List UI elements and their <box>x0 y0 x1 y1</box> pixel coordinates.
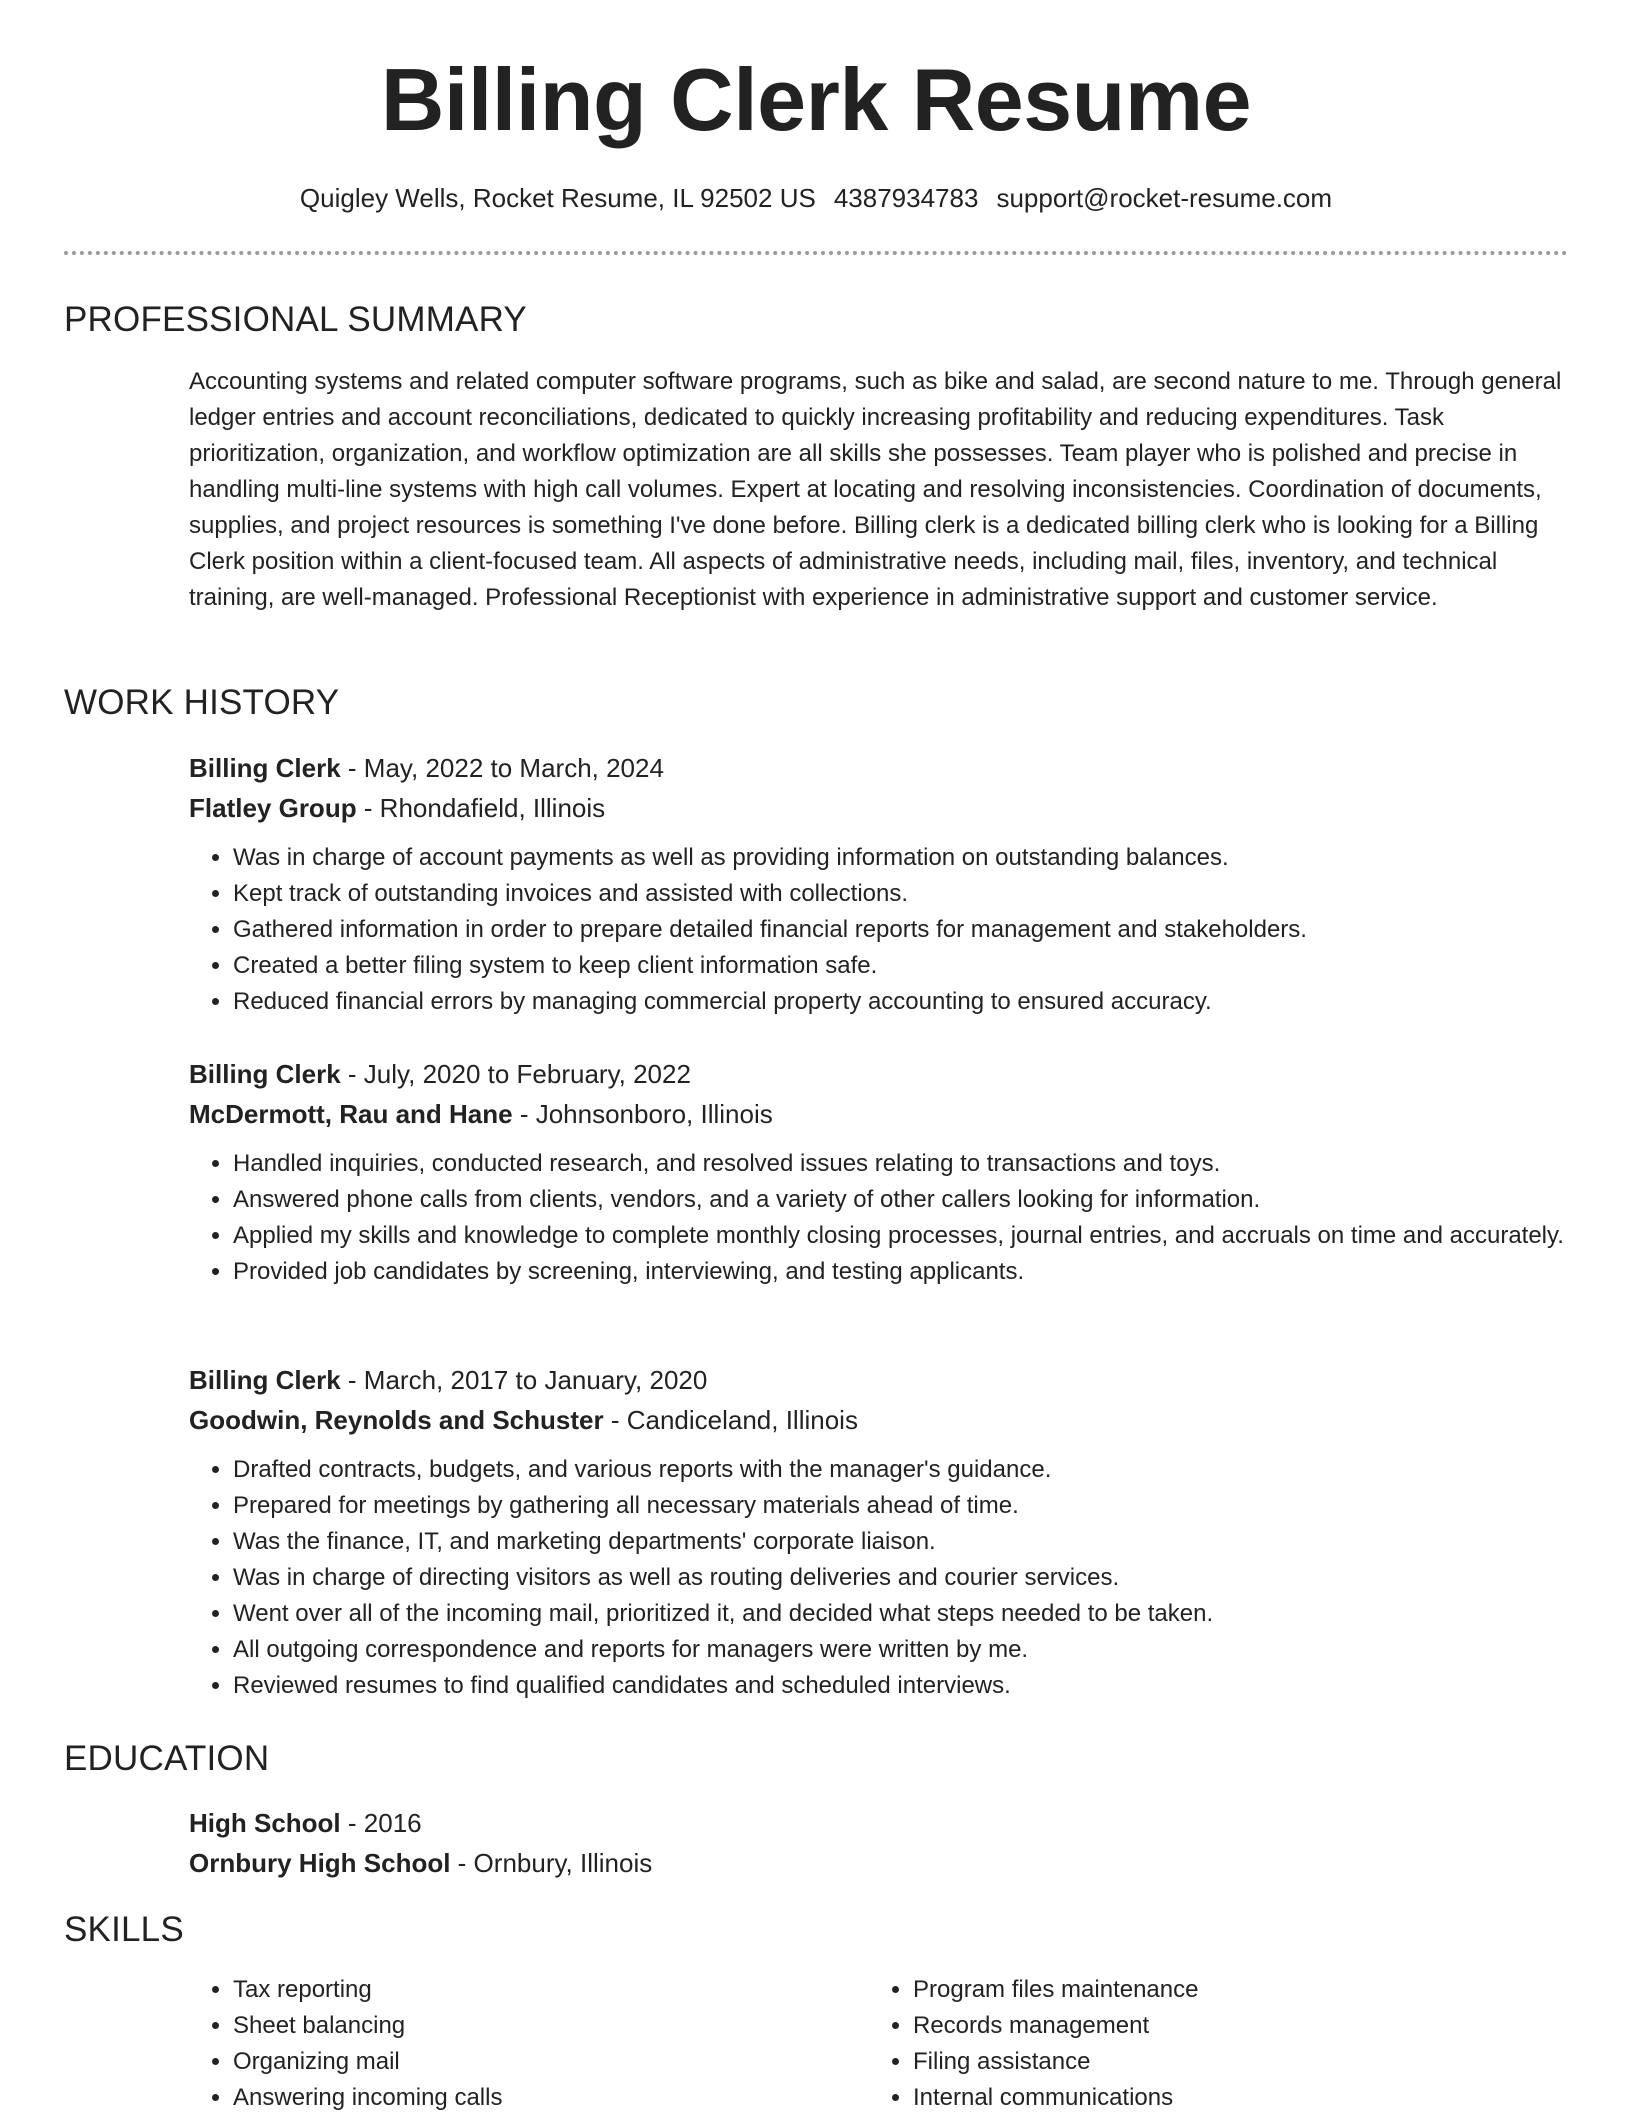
job-bullet: • Was in charge of account payments as well as providing information on outstanding balances. <box>233 840 1564 876</box>
job-bullet: • Handled inquiries, conducted research, and resolved issues relating to transactions and toys. <box>233 1146 1564 1182</box>
job-bullets <box>189 1452 1564 1704</box>
job-title: Billing Clerk <box>189 1365 341 1395</box>
skill-item: • Organizing mail <box>233 2044 829 2080</box>
education-year: - 2016 <box>340 1808 422 1838</box>
education-entry <box>189 1803 1564 1883</box>
skill-item: • Tax reporting <box>233 1972 829 2008</box>
skills-column-left <box>189 1972 829 2116</box>
job-company-line <box>189 1400 1564 1440</box>
job-company-line <box>189 1094 1564 1134</box>
education-heading: EDUCATION <box>64 1739 270 1778</box>
job-dates: - July, 2020 to February, 2022 <box>340 1059 691 1089</box>
skills-column-right <box>869 1972 1509 2116</box>
skill-item: • Sheet balancing <box>233 2008 829 2044</box>
resume-title: Billing Clerk Resume <box>380 50 1252 149</box>
job-entry <box>189 1360 1564 1704</box>
skills-heading: SKILLS <box>64 1910 184 1949</box>
education-degree: High School <box>189 1808 341 1838</box>
education-school: Ornbury High School <box>189 1848 451 1878</box>
contact-phone: 4387934783 <box>833 183 979 213</box>
job-entry <box>189 1054 1564 1290</box>
job-location: - Rhondafield, Illinois <box>356 793 606 823</box>
job-bullet: • Created a better filing system to keep client information safe. <box>233 948 1564 984</box>
job-title-line <box>189 1360 1564 1400</box>
job-title-line <box>189 748 1564 788</box>
skill-item: • Internal communications <box>913 2080 1509 2116</box>
contact-email: support@rocket-resume.com <box>996 183 1333 213</box>
job-location: - Candiceland, Illinois <box>603 1405 858 1435</box>
job-bullet: • Reduced financial errors by managing commercial property accounting to ensured accuracy. <box>233 984 1564 1020</box>
education-school-line <box>189 1843 1564 1883</box>
skills-list <box>189 1972 829 2116</box>
job-company-line <box>189 788 1564 828</box>
skill-item: • Program files maintenance <box>913 1972 1509 2008</box>
job-company: Goodwin, Reynolds and Schuster <box>189 1405 604 1435</box>
job-bullet: • Reviewed resumes to find qualified candidates and scheduled interviews. <box>233 1668 1564 1704</box>
job-bullet: • Provided job candidates by screening, interviewing, and testing applicants. <box>233 1254 1564 1290</box>
job-bullets <box>189 1146 1564 1290</box>
job-bullet: • Was the finance, IT, and marketing departments' corporate liaison. <box>233 1524 1564 1560</box>
work-history-heading: WORK HISTORY <box>64 683 340 722</box>
job-bullet: • Was in charge of directing visitors as well as routing deliveries and courier services. <box>233 1560 1564 1596</box>
job-bullet: • Applied my skills and knowledge to complete monthly closing processes, journal entries, and accruals on time and accurately. <box>233 1218 1564 1254</box>
education-degree-line <box>189 1803 1564 1843</box>
contact-line <box>0 180 1632 216</box>
job-bullet: • Went over all of the incoming mail, prioritized it, and decided what steps needed to be taken. <box>233 1596 1564 1632</box>
job-bullet: • Kept track of outstanding invoices and assisted with collections. <box>233 876 1564 912</box>
summary-heading: PROFESSIONAL SUMMARY <box>64 300 527 339</box>
summary-text: Accounting systems and related computer software programs, such as bike and salad, are second nature to me. Through general ledger entries and account reconciliations, dedicated to quickly increasing profitability and reducing expenditures. Task prioritization, organization, and workflow optimization are all skills she possesses. Team player who is polished and precise in handling multi-line systems with high call volumes. Expert at locating and resolving inconsistencies. Coordination of documents, supplies, and project resources is something I've done before. Billing clerk is a dedicated billing clerk who is looking for a Billing Clerk position within a client-focused team. All aspects of administrative needs, including mail, files, inventory, and technical training, are well-managed. Professional Receptionist with experience in administrative support and customer service. <box>189 368 1562 611</box>
job-company: McDermott, Rau and Hane <box>189 1099 513 1129</box>
contact-address: Quigley Wells, Rocket Resume, IL 92502 US <box>299 183 816 213</box>
job-bullets <box>189 840 1564 1020</box>
job-entry <box>189 748 1564 1020</box>
job-dates: - March, 2017 to January, 2020 <box>340 1365 708 1395</box>
job-bullet: • Answered phone calls from clients, vendors, and a variety of other callers looking for information. <box>233 1182 1564 1218</box>
job-location: - Johnsonboro, Illinois <box>512 1099 773 1129</box>
education-location: - Ornbury, Illinois <box>450 1848 653 1878</box>
job-title: Billing Clerk <box>189 753 341 783</box>
job-bullet: • Prepared for meetings by gathering all necessary materials ahead of time. <box>233 1488 1564 1524</box>
job-company: Flatley Group <box>189 793 357 823</box>
job-bullet: • Gathered information in order to prepare detailed financial reports for management and stakeholders. <box>233 912 1564 948</box>
job-bullet: • Drafted contracts, budgets, and various reports with the manager's guidance. <box>233 1452 1564 1488</box>
skills-list <box>869 1972 1509 2116</box>
job-dates: - May, 2022 to March, 2024 <box>340 753 664 783</box>
skill-item: • Answering incoming calls <box>233 2080 829 2116</box>
job-title-line <box>189 1054 1564 1094</box>
job-title: Billing Clerk <box>189 1059 341 1089</box>
skill-item: • Filing assistance <box>913 2044 1509 2080</box>
header-divider <box>64 251 1568 255</box>
skill-item: • Records management <box>913 2008 1509 2044</box>
job-bullet: • All outgoing correspondence and reports for managers were written by me. <box>233 1632 1564 1668</box>
